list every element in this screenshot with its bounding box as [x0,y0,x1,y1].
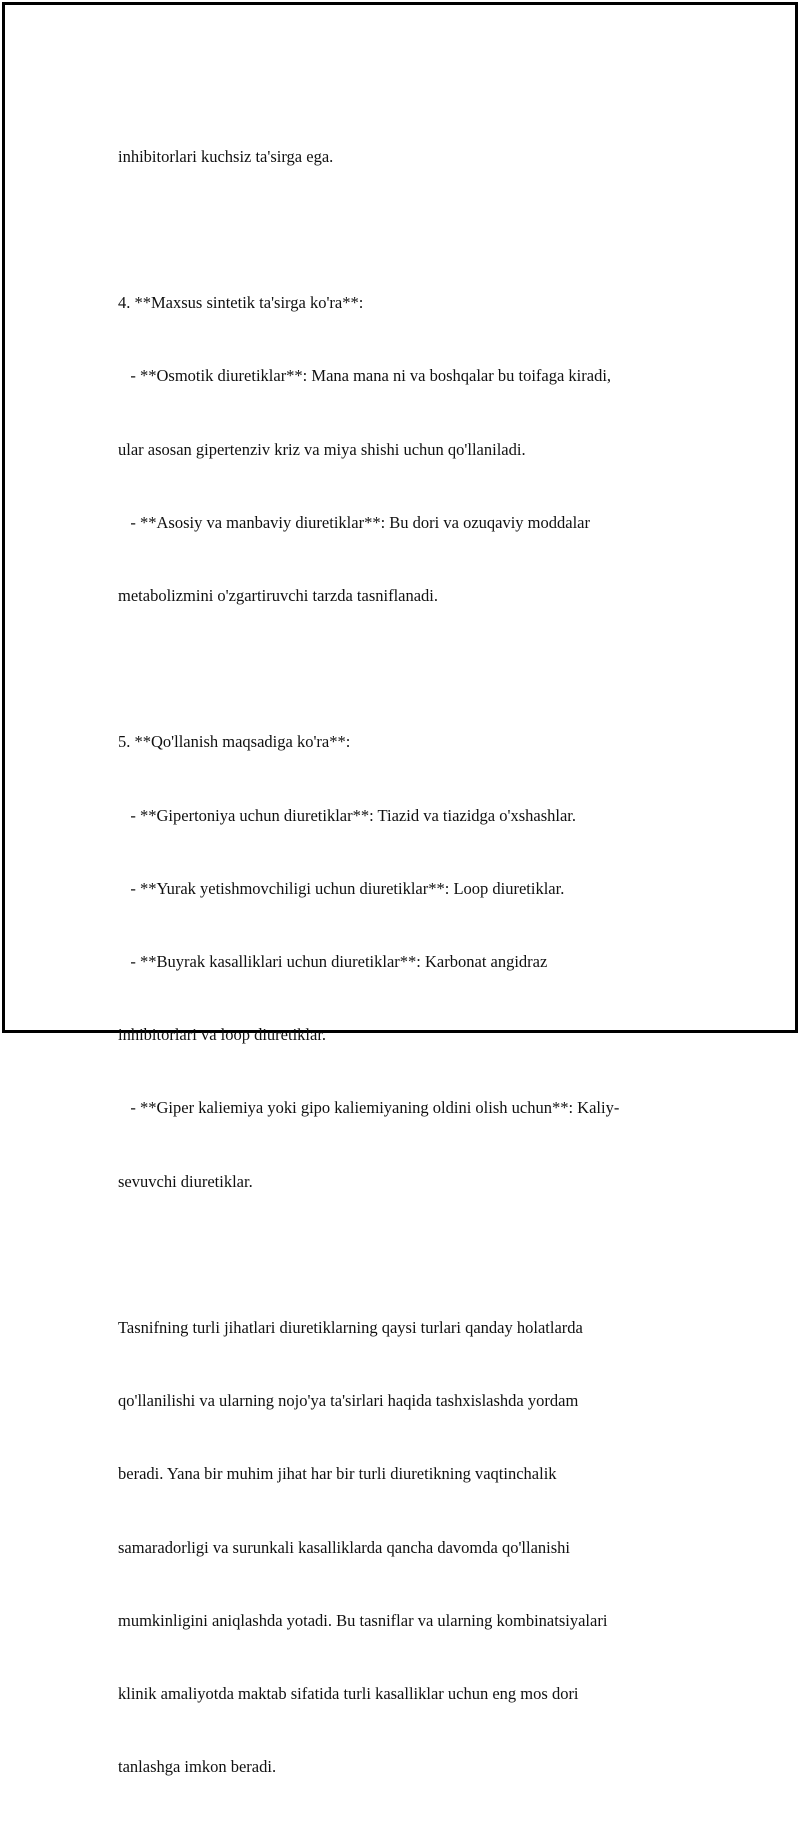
text-line: inhibitorlari kuchsiz ta'sirga ega. [118,146,334,166]
blank-line [118,218,698,242]
text-line: metabolizmini o'zgartiruvchi tarzda tasniflanadi. [118,586,439,606]
text-line: - **Osmotik diuretiklar**: Mana mana ni va boshqalar bu toifaga kiradi, [118,366,612,386]
document-page [2,2,798,1777]
section-heading: 4. **Maxsus sintetik ta'sirga ko'ra**: [118,293,364,313]
text-line: - **Giper kaliemiya yoki gipo kaliemiyaning oldini olish uchun**: Kaliy- [118,1098,620,1118]
paragraph-line: tanlashga imkon beradi. [118,1757,277,1777]
paragraph-line: samaradorligi va surunkali kasalliklarda qancha davomda qo'llanishi [118,1537,571,1557]
text-line: - **Asosiy va manbaviy diuretiklar**: Bu dori va ozuqaviy moddalar [118,512,590,532]
document-body [118,96,698,1828]
text-line: inhibitorlari va loop diuretiklar. [118,1025,327,1045]
section-heading: 5. **Qo'llanish maqsadiga ko'ra**: [118,732,351,752]
text-line: - **Gipertoniya uchun diuretiklar**: Tiazid va tiazidga o'xshashlar. [118,805,577,825]
blank-line [118,1243,698,1267]
paragraph-line: beradi. Yana bir muhim jihat har bir turli diuretikning vaqtinchalik [118,1464,557,1484]
text-line: - **Yurak yetishmovchiligi uchun diuretiklar**: Loop diuretiklar. [118,878,565,898]
paragraph-line: mumkinligini aniqlashda yotadi. Bu tasniflar va ularning kombinatsiyalari [118,1610,608,1630]
text-line: sevuvchi diuretiklar. [118,1171,253,1191]
paragraph-line: Tasnifning turli jihatlari diuretiklarning qaysi turlari qanday holatlarda [118,1318,583,1338]
paragraph-line: qo'llanilishi va ularning nojo'ya ta'sirlari haqida tashxislashda yordam [118,1391,579,1411]
paragraph-line: klinik amaliyotda maktab sifatida turli kasalliklar uchun eng mos dori [118,1684,579,1704]
text-line: ular asosan gipertenziv kriz va miya shishi uchun qo'llaniladi. [118,439,526,459]
text-line: - **Buyrak kasalliklari uchun diuretiklar**: Karbonat angidraz [118,952,548,972]
blank-line [118,657,698,681]
